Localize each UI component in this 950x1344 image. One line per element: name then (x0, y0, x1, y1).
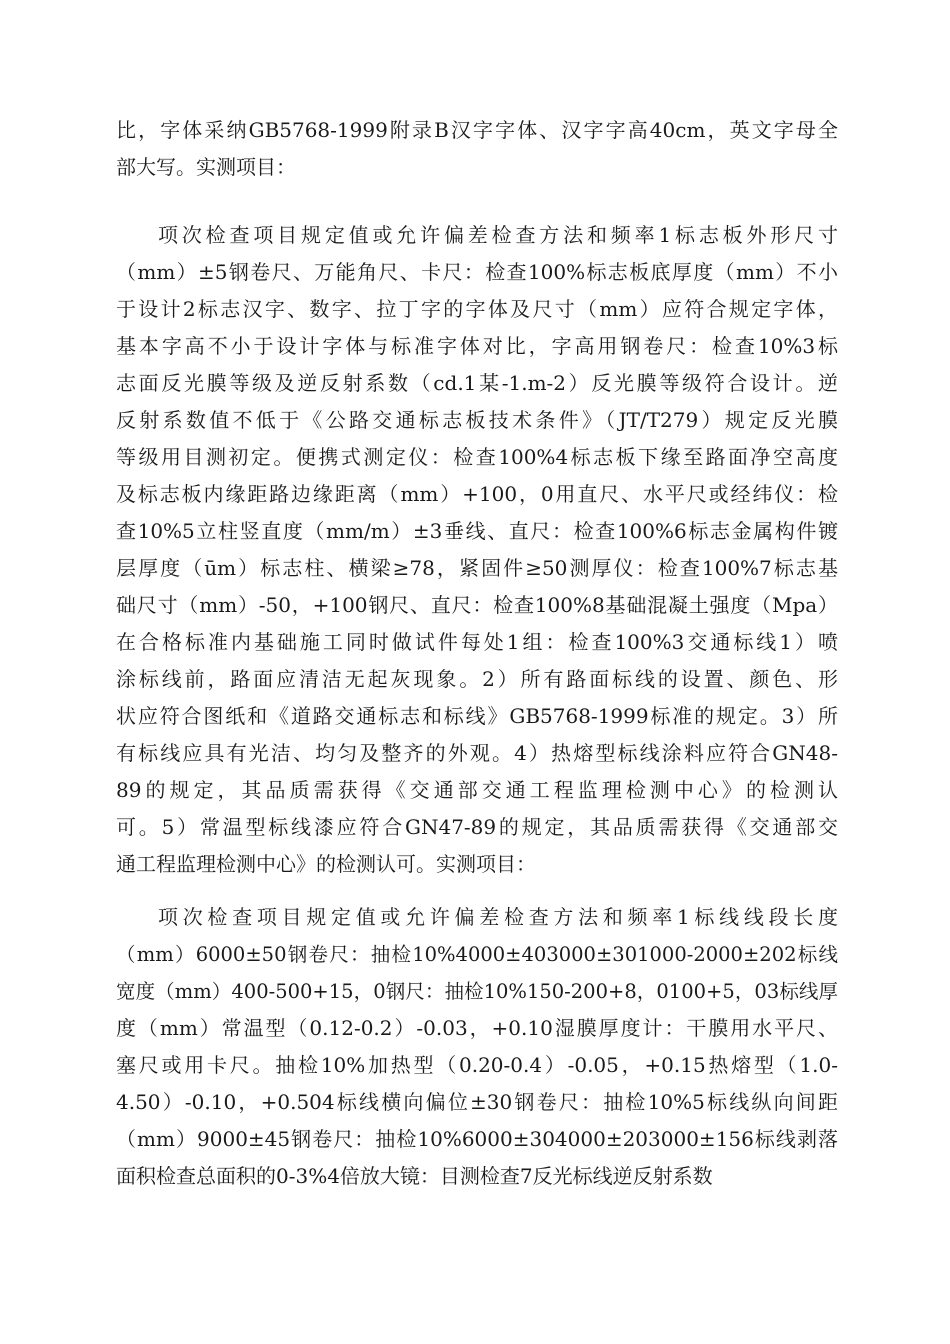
paragraph-line: 宽度（mm）400-500+15，0钢尺：抽检10%150-200+8，0100+5，03标线厚 (116, 980, 838, 1003)
paragraph-2 (116, 217, 838, 883)
paragraph-line: 4.50）-0.10，+0.504标线横向偏位±30钢卷尺：抽检10%5标线纵向间距 (116, 1090, 838, 1114)
paragraph-line: 可。5）常温型标线漆应符合GN47-89的规定，其品质需获得《交通部交 (116, 815, 838, 839)
paragraph-line: 础尺寸（mm）-50，+100钢尺、直尺：检查100%8基础混凝土强度（Mpa） (116, 593, 838, 617)
paragraph-line: 于设计2标志汉字、数字、拉丁字的字体及尺寸（mm）应符合规定字体， (116, 297, 838, 321)
paragraph-line: 等级用目测初定。便携式测定仪：检查100%4标志板下缘至路面净空高度 (116, 445, 838, 469)
paragraph-line: 度（mm）常温型（0.12-0.2）-0.03，+0.10湿膜厚度计：干膜用水平尺、 (116, 1016, 838, 1040)
paragraph-line: 面积检查总面积的0-3%4倍放大镜：目测检查7反光标线逆反射系数 (116, 1164, 713, 1188)
paragraph-line: 通工程监理检测中心》的检测认可。实测项目： (116, 852, 536, 876)
paragraph-line: 层厚度（ūm）标志柱、横梁≥78，紧固件≥50测厚仪：检查100%7标志基 (116, 556, 838, 580)
paragraph-line: 89的规定，其品质需获得《交通部交通工程监理检测中心》的检测认 (116, 778, 838, 802)
paragraph-3 (116, 899, 838, 1195)
paragraph-line: （mm）9000±45钢卷尺：抽检10%6000±304000±203000±156标线剥落 (116, 1127, 838, 1151)
paragraph-line: 项次检查项目规定值或允许偏差检查方法和频率1标志板外形尺寸 (158, 223, 838, 247)
paragraph-line: 塞尺或用卡尺。抽检10%加热型（0.20-0.4）-0.05，+0.15热熔型（1.0- (116, 1053, 838, 1077)
paragraph-line: 项次检查项目规定值或允许偏差检查方法和频率1标线线段长度 (158, 905, 838, 929)
paragraph-line: 在合格标准内基础施工同时做试件每处1组：检查100%3交通标线1）喷 (116, 630, 838, 654)
paragraph-line: （mm）±5钢卷尺、万能角尺、卡尺：检查100%标志板底厚度（mm）不小 (116, 260, 838, 284)
paragraph-line: （mm）6000±50钢卷尺：抽检10%4000±403000±301000-2000±202标线 (116, 943, 838, 966)
paragraph-line: 查10%5立柱竖直度（mm/m）±3垂线、直尺：检查100%6标志金属构件镀 (116, 519, 838, 543)
paragraph-line: 反射系数值不低于《公路交通标志板技术条件》（JT/T279）规定反光膜 (116, 408, 838, 432)
paragraph-line: 基本字高不小于设计字体与标准字体对比，字高用钢卷尺：检查10%3标 (116, 334, 838, 358)
paragraph-line: 比，字体采纳GB5768-1999附录B汉字字体、汉字字高40cm，英文字母全 (116, 118, 838, 142)
paragraph-line: 有标线应具有光洁、均匀及整齐的外观。4）热熔型标线涂料应符合GN48- (116, 741, 838, 765)
paragraph-line: 涂标线前，路面应清洁无起灰现象。2）所有路面标线的设置、颜色、形 (116, 667, 838, 691)
paragraph-line: 状应符合图纸和《道路交通标志和标线》GB5768-1999标准的规定。3）所 (116, 704, 838, 728)
paragraph-line: 及标志板内缘距路边缘距离（mm）+100，0用直尺、水平尺或经纬仪：检 (116, 482, 838, 506)
paragraph-1 (116, 112, 838, 186)
paragraph-line: 志面反光膜等级及逆反射系数（cd.1某-1.m-2）反光膜等级符合设计。逆 (116, 371, 838, 395)
paragraph-line: 部大写。实测项目： (116, 155, 296, 179)
